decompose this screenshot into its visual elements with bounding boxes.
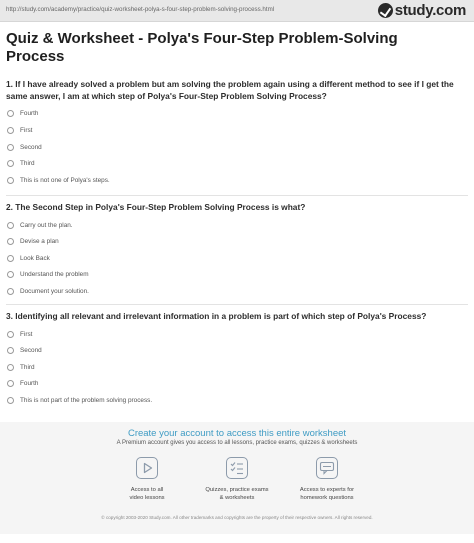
copyright-notice: © copyright 2003-2020 Study.com. All other trademarks and copyrights are the property of their respective owners. All rights reserved.: [101, 515, 373, 520]
feature-label-line: Access to all: [130, 487, 164, 493]
video-play-icon: [136, 457, 158, 479]
question-text: 1. If I have already solved a problem but am solving the problem again using a different method to see if I get the same answer, I am at which step of Polya's Four-Step Problem Solving Process?: [6, 79, 454, 101]
feature-label-line: video lessons: [129, 494, 165, 501]
answer-label: Second: [20, 143, 42, 151]
answer-option[interactable]: [6, 122, 470, 139]
question-block-2: [6, 202, 470, 300]
answer-option[interactable]: [6, 326, 470, 343]
radio-button[interactable]: [7, 331, 14, 338]
divider: [6, 304, 468, 305]
feature-label-line: Quizzes, practice exams: [205, 487, 269, 493]
answer-list: [6, 106, 470, 189]
question-text: 3. Identifying all relevant and irrelevant information in a problem is part of which step of Polya's Process?: [6, 311, 427, 321]
checklist-icon: [226, 457, 248, 479]
answer-option[interactable]: [6, 359, 470, 376]
logo-text: study.com: [394, 2, 466, 19]
radio-button[interactable]: [7, 255, 14, 262]
answer-label: This is not one of Polya's steps.: [20, 176, 110, 184]
answer-option[interactable]: [6, 155, 470, 172]
radio-button[interactable]: [7, 288, 14, 295]
radio-button[interactable]: [7, 127, 14, 134]
radio-button[interactable]: [7, 144, 14, 151]
answer-label: Fourth: [20, 110, 39, 118]
answer-option[interactable]: [6, 342, 470, 359]
feature-experts: [272, 457, 382, 502]
answer-label: This is not part of the problem solving process.: [20, 396, 153, 404]
radio-button[interactable]: [7, 160, 14, 167]
radio-button[interactable]: [7, 110, 14, 117]
page-url[interactable]: http://study.com/academy/practice/quiz-worksheet-polya-s-four-step-problem-solving-process.html: [6, 6, 275, 13]
answer-label: First: [20, 330, 33, 338]
answer-option[interactable]: [6, 250, 470, 267]
answer-option[interactable]: [6, 283, 470, 300]
answer-label: Third: [20, 160, 35, 168]
radio-button[interactable]: [7, 271, 14, 278]
checkmark-circle-icon: [378, 3, 393, 18]
answer-label: Look Back: [20, 254, 50, 262]
answer-option[interactable]: [6, 217, 470, 234]
answer-option[interactable]: [6, 376, 470, 393]
radio-button[interactable]: [7, 177, 14, 184]
page-title: Quiz & Worksheet - Polya's Four-Step Problem-Solving Process: [6, 30, 398, 65]
answer-label: Second: [20, 347, 42, 355]
radio-button[interactable]: [7, 222, 14, 229]
radio-button[interactable]: [7, 238, 14, 245]
cta-title-link[interactable]: Create your account to access this entire worksheet: [127, 428, 347, 439]
feature-label-line: Access to experts for: [299, 487, 355, 493]
experts-chat-icon: [316, 457, 338, 479]
answer-label: Document your solution.: [20, 287, 89, 295]
question-text: 2. The Second Step in Polya's Four-Step Problem Solving Process is what?: [6, 202, 306, 212]
answer-label: Carry out the plan.: [20, 221, 73, 229]
radio-button[interactable]: [7, 380, 14, 387]
cta-subtitle: A Premium account gives you access to all lessons, practice exams, quizzes & worksheets: [116, 440, 358, 446]
premium-cta-panel: [0, 422, 474, 534]
radio-button[interactable]: [7, 347, 14, 354]
radio-button[interactable]: [7, 397, 14, 404]
answer-label: Devise a plan: [20, 238, 59, 246]
answer-option[interactable]: [6, 172, 470, 189]
divider: [6, 195, 468, 196]
feature-label-line: homework questions: [300, 494, 354, 501]
answer-list: [6, 217, 470, 300]
answer-label: Fourth: [20, 380, 39, 388]
radio-button[interactable]: [7, 364, 14, 371]
top-bar: [0, 0, 474, 22]
study-logo[interactable]: [378, 2, 466, 19]
answer-label: Third: [20, 363, 35, 371]
answer-label: First: [20, 126, 33, 134]
answer-option[interactable]: [6, 392, 470, 409]
answer-option[interactable]: [6, 267, 470, 284]
question-block-3: [6, 311, 470, 409]
feature-label: [272, 487, 382, 502]
answer-option[interactable]: [6, 233, 470, 250]
answer-label: Understand the problem: [20, 271, 89, 279]
question-block-1: [6, 79, 470, 189]
answer-option[interactable]: [6, 139, 470, 156]
answer-option[interactable]: [6, 106, 470, 123]
answer-list: [6, 326, 470, 409]
feature-label-line: & worksheets: [219, 494, 255, 501]
